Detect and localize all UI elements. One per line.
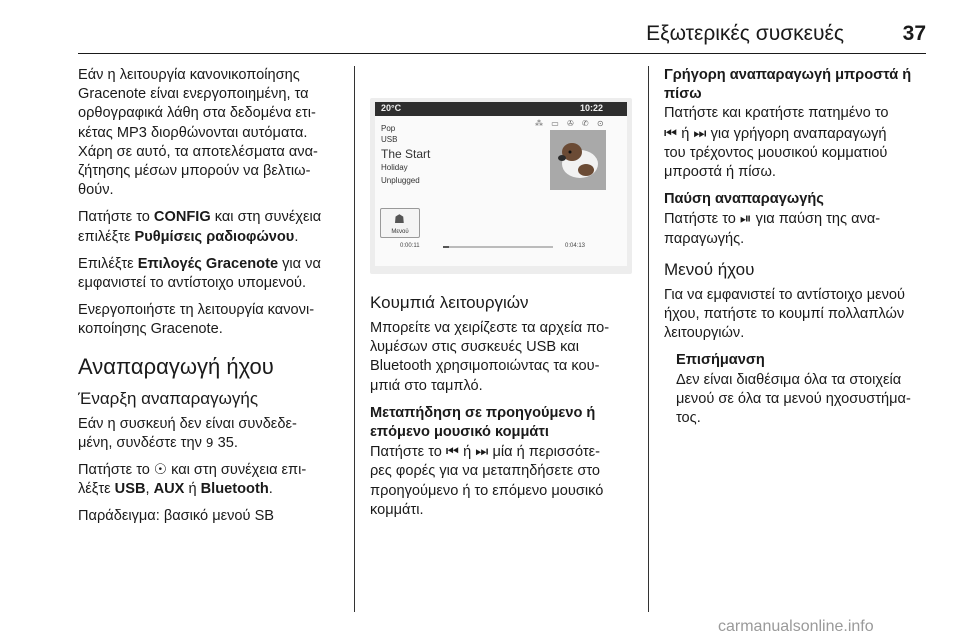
infotainment-screen-image: [370, 98, 632, 274]
play-pause-icon: ⏯: [739, 210, 752, 228]
watermark-text: carmanualsonline.info: [718, 618, 874, 635]
page-header: [78, 22, 926, 56]
page-title: Εξωτερικές συσκευές: [646, 22, 844, 45]
subheading-pause: Παύση αναπαραγωγής: [664, 191, 824, 208]
page-reference-icon: 9: [205, 435, 214, 450]
screen-total-time: 0:04:13: [565, 243, 586, 249]
fast-forward-icon: ⏭: [693, 124, 707, 142]
paragraph-gracenote-normalization: Εάν η λειτουργία κανονικοποίησης Gracenote είναι ενεργοποιημένη, τα ορθογραφικά λάθη στα δεδομένα ετι- κέτας MP3 διορθώνονται αυτόματα. Χάρη σε αυτό, τα αποτελέσματα ανα- ζήτησης μέσων μπορούν να βελτιω- θούν.: [78, 67, 318, 199]
note-title: Επισήμανση: [676, 352, 765, 369]
screen-artist: Unplugged: [381, 176, 420, 185]
header-divider: [78, 53, 926, 54]
screen-body: [375, 116, 627, 266]
config-term: CONFIG: [153, 209, 211, 226]
radio-settings-term: Ρυθμίσεις ραδιοφώνου: [134, 228, 295, 245]
screen-elapsed-time: 0:00:11: [400, 243, 420, 249]
screen-genre: Pop: [381, 124, 396, 133]
paragraph-fast-forward: Πατήστε και κρατήστε πατημένο το ⏮ ή ⏭ για γρήγορη αναπαραγωγή του τρέχοντος μουσικού κομματιού μπροστά ή πίσω.: [664, 105, 889, 181]
column-divider-2: [648, 66, 649, 612]
paragraph-config: Πατήστε το CONFIG και στη συνέχεια επιλέξτε Ρυθμίσεις ραδιοφώνου.: [78, 209, 322, 245]
subheading-skip-track: Μεταπήδηση σε προηγούμενο ή επόμενο μουσικό κομμάτι: [370, 404, 596, 441]
screen-source: USB: [381, 135, 398, 144]
rewind-icon: ⏮: [664, 124, 678, 142]
paragraph-connect-device: Εάν η συσκευή δεν είναι συνδεδε- μένη, συνδέστε την 9 35.: [78, 415, 297, 451]
screen-progress-fill: [443, 246, 449, 248]
screen-menu-button: ☗ Μενού: [380, 208, 420, 238]
screen-track-title: The Start: [381, 147, 431, 161]
section-heading-audio-playback: Αναπαραγωγή ήχου: [78, 353, 274, 379]
subheading-function-buttons: Κουμπιά λειτουργιών: [370, 293, 529, 312]
source-icon: ☉: [153, 462, 168, 479]
column-3: [664, 66, 930, 428]
gracenote-options-term: Επιλογές Gracenote: [137, 255, 279, 272]
screen-album: Holiday: [381, 163, 408, 172]
paragraph-pause: Πατήστε το ⏯ για παύση της ανα- παραγωγής.: [664, 210, 881, 247]
subheading-audio-menu: Μενού ήχου: [664, 259, 755, 279]
paragraph-gracenote-options: Επιλέξτε Επιλογές Gracenote για να εμφανιστεί το αντίστοιχο υπομενού.: [78, 255, 321, 292]
album-art-dog-image: [550, 130, 606, 190]
screen-status-bar: [375, 102, 627, 116]
column-2: [370, 292, 636, 528]
paragraph-function-buttons: Μπορείτε να χειρίζεστε τα αρχεία πο- λυμέσων στις συσκευές USB και Bluetooth χρησιμοποιώντας τα κου- μπιά στο ταμπλό.: [370, 320, 610, 394]
dog-icon: [550, 130, 606, 190]
previous-track-icon: ⏮: [445, 443, 460, 461]
screen-temperature: 20°C: [381, 103, 402, 113]
paragraph-audio-menu: Για να εμφανιστεί το αντίστοιχο μενού ήχου, πατήστε το κουμπί πολλαπλών λειτουργιών.: [664, 286, 906, 342]
note-box: Επισήμανση Δεν είναι διαθέσιμα όλα τα στοιχεία μενού σε όλα τα μενού ηχοσυστήμα- τος.: [664, 351, 930, 428]
column-1: [78, 66, 344, 535]
caption-example: Παράδειγμα: βασικό μενού SB: [78, 508, 275, 525]
page-number: 37: [902, 22, 926, 45]
paragraph-activate: Ενεργοποιήστε τη λειτουργία κανονι- κοποίησης Gracenote.: [78, 302, 315, 338]
column-divider-1: [354, 66, 355, 612]
screen-clock: 10:22: [580, 103, 604, 113]
screen-progress-bar: [443, 246, 553, 248]
next-track-icon: ⏭: [475, 443, 489, 461]
menu-icon: ☗: [394, 212, 405, 226]
subheading-start-playback: Έναρξη αναπαραγωγής: [78, 388, 259, 408]
screen-status-icons: ⁂ ▭ ✇ ✆ ⊙: [535, 119, 607, 128]
subheading-fast-forward: Γρήγορη αναπαραγωγή μπροστά ή πίσω: [664, 67, 912, 103]
paragraph-select-source: Πατήστε το ☉ και στη συνέχεια επι- λέξτε USB, AUX ή Bluetooth.: [78, 462, 307, 498]
paragraph-skip-track: Πατήστε το ⏮ ή ⏭ μία ή περισσότε- ρες φορές για να μεταπηδήσετε στο προηγούμενο ή το επόμενο μουσικό κομμάτι.: [370, 443, 604, 518]
